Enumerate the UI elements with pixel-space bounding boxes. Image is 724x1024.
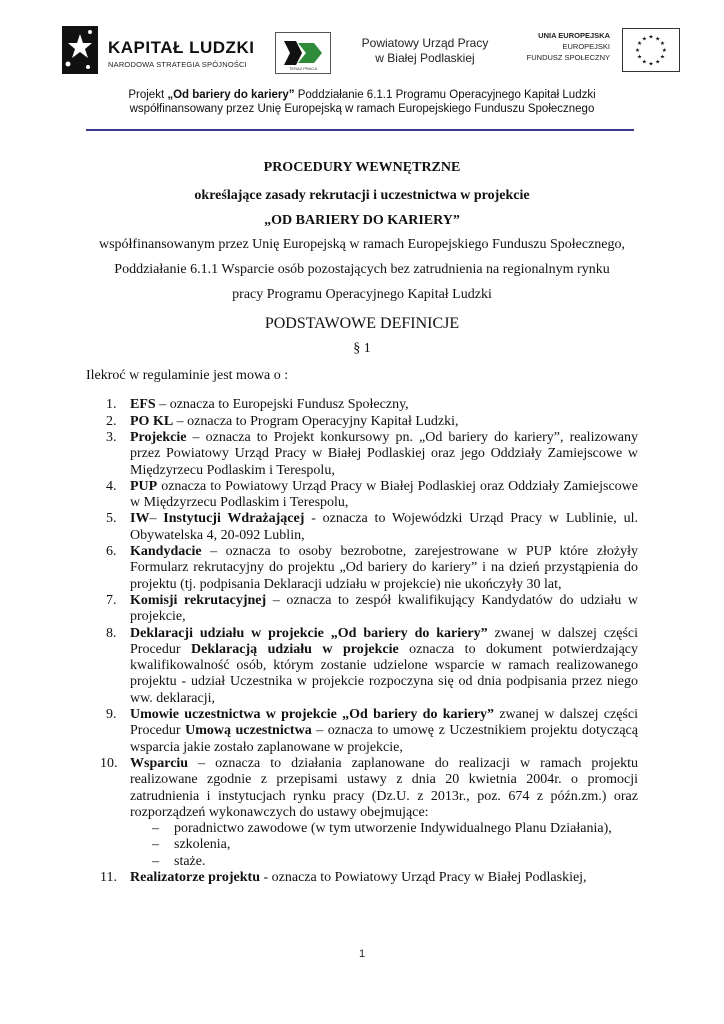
item-number: 9. (106, 707, 117, 723)
project-line1-suffix: Poddziałanie 6.1.1 Programu Operacyjnego Kapitał Ludzki (294, 89, 596, 101)
definition-term: Wsparciu (130, 755, 189, 771)
support-type-item: – szkolenia, (152, 837, 638, 853)
project-line2: współfinansowany przez Unię Europejską w ramach Europejskiego Funduszu Społecznego (129, 103, 595, 115)
kl-logo-title: KAPITAŁ LUDZKI (108, 38, 255, 57)
doc-project-name: „OD BARIERY DO KARIERY” (264, 212, 460, 228)
item-number: 10. (100, 755, 118, 771)
doc-programme: pracy Programu Operacyjnego Kapitał Ludzki (232, 287, 492, 303)
svg-text:★: ★ (661, 47, 667, 54)
definition-item (86, 511, 638, 544)
pup-logo (275, 32, 331, 74)
eu-flag-icon (622, 28, 680, 72)
definition-text: – oznacza to zespół kwalifikujący Kandydatów do udziału w projekcie, (130, 592, 638, 625)
definition-item (86, 479, 638, 512)
definition-item (86, 414, 638, 430)
definition-text: – oznacza to Projekt konkursowy pn. „Od bariery do kariery”, realizowany przez Powiatowy Urząd Pracy w Białej Podlaskiej oraz jego Oddziały Zamiejscowe w Międzyrzecu Podlaskim i Terespolu, (130, 429, 638, 478)
item-number: 3. (106, 429, 117, 445)
definition-term: IW (130, 511, 150, 527)
pup-name-line2: w Białej Podlaskiej (375, 51, 475, 65)
paragraph-number: § 1 (353, 340, 371, 356)
eu-logo (510, 28, 678, 74)
doc-subaction: Poddziałanie 6.1.1 Wsparcie osób pozostających bez zatrudnienia na regionalnym rynku (114, 262, 610, 278)
svg-text:★: ★ (655, 59, 661, 66)
svg-text:★: ★ (648, 61, 654, 68)
project-line1 (0, 88, 724, 102)
eu-logo-text (510, 30, 610, 63)
svg-text:★: ★ (641, 36, 647, 43)
definition-term: Kandydacie (130, 544, 202, 560)
definition-item (86, 544, 638, 593)
eu-line1: UNIA EUROPEJSKA (538, 31, 610, 40)
doc-cofinancing: współfinansowanym przez Unię Europejską w ramach Europejskiego Funduszu Społecznego, (98, 236, 626, 252)
svg-text:★: ★ (659, 54, 666, 61)
eu-line3: FUNDUSZ SPOŁECZNY (526, 53, 610, 62)
definition-text-continued: oznacza to dokument potwierdzający kwalifikowalność osób, którym zostanie udzielone wsparcie w ramach realizowanego projektu - udział Uczestnika w projekcie rozpoczyna się od dnia podpisania przez niego ww. deklaracji, (130, 641, 639, 706)
svg-text:★: ★ (655, 36, 661, 43)
page-number: 1 (358, 948, 366, 960)
item-number: 11. (100, 869, 117, 885)
support-type-item: – staże. (152, 854, 638, 870)
definition-text: - oznacza to Wojewódzki Urząd Pracy w Lublinie, ul. Obywatelska 4, 20-092 Lublin, (130, 511, 639, 543)
doc-title: PROCEDURY WEWNĘTRZNE (263, 160, 461, 175)
item-number: 1. (106, 397, 117, 413)
definition-text: zwanej w dalszej części Procedur (130, 707, 638, 739)
definition-item (86, 397, 638, 413)
svg-text:★: ★ (659, 41, 666, 48)
item-number: 6. (106, 544, 117, 560)
intro-text: Ilekroć w regulaminie jest mowa o : (86, 368, 289, 384)
project-line1-title: „Od bariery do kariery” (167, 89, 295, 101)
svg-text:★: ★ (648, 34, 654, 41)
svg-text:★: ★ (636, 54, 643, 61)
definition-text: oznacza to Powiatowy Urząd Pracy w Białej Podlaskiej oraz Oddziały Zamiejscowe w Międzyrzecu Podlaskim i Terespolu, (130, 478, 638, 511)
svg-text:★: ★ (641, 59, 647, 66)
definition-text: – oznacza to osoby bezrobotne, zarejestrowane w PUP które złożyły Formularz rekrutacyjny do projektu „Od bariery do kariery” i na dzień przystąpienia do projektu (tj. podpisania Deklaracji udziału w projekcie) nie ukończyły 30 lat, (130, 544, 638, 592)
item-number: 2. (106, 413, 117, 429)
section-heading: PODSTAWOWE DEFINICJE (264, 314, 460, 332)
item-number: 4. (106, 478, 117, 494)
definition-text: – oznacza to działania zaplanowane do realizacji w ramach projektu realizowane zgodnie z przepisami ustawy z dnia 20 kwietnia 2004r. o promocji zatrudnienia i instytucjach rynku pracy (Dz.U. z 2013r., poz. 674 z późn.zm.) oraz rozporządzeń wykonawczych do ustawy obejmujące: (130, 755, 638, 820)
document-header (0, 0, 724, 135)
kl-logo-subtitle: NARODOWA STRATEGIA SPÓJNOŚCI (108, 60, 247, 69)
kapital-ludzki-star-icon (58, 22, 102, 78)
project-info (0, 88, 724, 116)
header-divider (86, 129, 634, 131)
pup-logo-label: TERAZ PRACA (288, 66, 317, 71)
definition-term: Projekcie (130, 429, 187, 445)
definition-item (86, 593, 638, 626)
definition-item (86, 430, 638, 479)
definition-item (86, 626, 638, 707)
definition-term: PUP (130, 478, 158, 494)
definition-term: PO KL (130, 413, 174, 429)
definition-text-continued: – oznacza to umowę z Uczestnikiem projektu dotyczącą wsparcia jakie zostało zaplanowane w projekcie, (130, 723, 638, 755)
svg-text:★: ★ (636, 41, 643, 48)
definition-term: Deklaracji udziału w projekcie „Od bariery do kariery” (130, 625, 488, 641)
item-number: 8. (106, 625, 117, 641)
definition-text: - oznacza to Powiatowy Urząd Pracy w Białej Podlaskiej, (259, 869, 587, 885)
definition-term-secondary: Deklaracją udziału w projekcie (191, 641, 399, 657)
support-type-item: – poradnictwo zawodowe (w tym utworzenie Indywidualnego Planu Działania), (152, 821, 638, 837)
definition-item (86, 756, 638, 870)
definition-term-secondary: Umową uczestnictwa (185, 723, 312, 739)
definition-term: Realizatorze projektu (130, 869, 260, 885)
definition-item (86, 870, 638, 886)
definition-text: – oznacza to Europejski Fundusz Społeczny, (155, 397, 409, 413)
document-body (86, 160, 638, 886)
item-number: 5. (106, 511, 117, 527)
pup-name-line1: Powiatowy Urząd Pracy (361, 36, 489, 50)
definition-term: EFS (130, 397, 156, 413)
definition-term-secondary: Instytucji Wdrażającej (163, 511, 305, 527)
svg-text:★: ★ (635, 47, 641, 54)
definition-text: zwanej w dalszej części Procedur (130, 625, 638, 657)
definition-text: – oznacza to Program Operacyjny Kapitał Ludzki, (173, 413, 459, 429)
kapital-ludzki-logo (52, 20, 255, 80)
pup-name (350, 36, 500, 66)
project-line1-prefix: Projekt (128, 89, 168, 101)
doc-subtitle: określające zasady rekrutacji i uczestnictwa w projekcie (194, 188, 530, 204)
definition-connector: – (149, 511, 164, 527)
definition-term: Komisji rekrutacyjnej (130, 592, 267, 608)
support-types-list (130, 821, 638, 870)
definition-term: Umowie uczestnictwa w projekcie „Od bariery do kariery” (130, 707, 495, 723)
definitions-list (86, 397, 638, 886)
definition-item (86, 707, 638, 756)
item-number: 7. (106, 592, 117, 608)
eu-line2: EUROPEJSKI (562, 42, 610, 51)
